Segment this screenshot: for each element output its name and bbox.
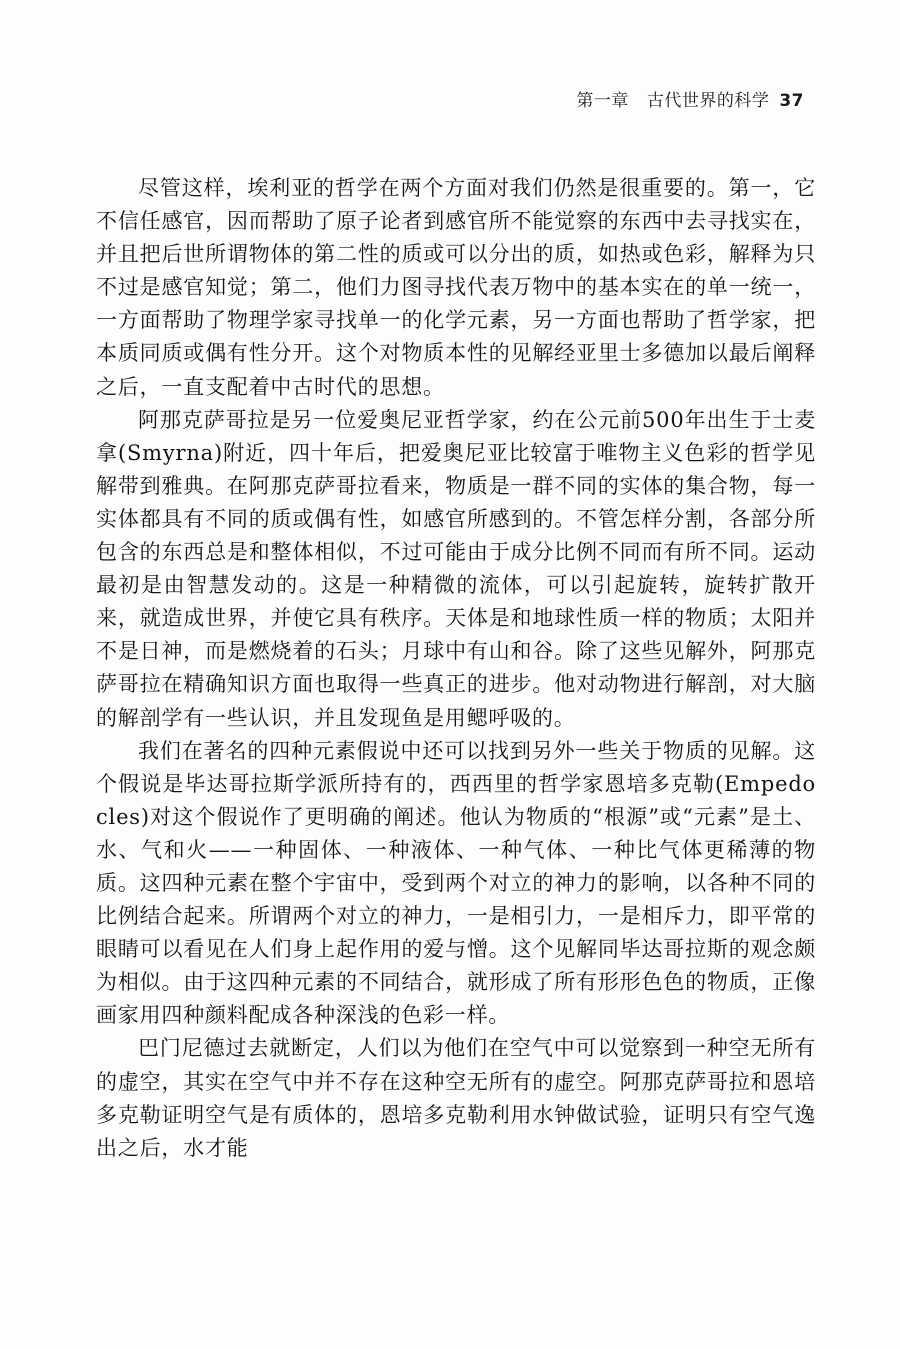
paragraph-four-elements: 我们在著名的四种元素假说中还可以找到另外一些关于物质的见解。这个假说是毕达哥拉斯学派所持有的，西西里的哲学家恩培多克勒(Empedocles)对这个假说作了更明确的阐述。他认为物质的“根源”或“元素”是土、水、气和火——一种固体、一种液体、一种气体、一种比气体更稀薄的物质。这四种元素在整个宇宙中，受到两个对立的神力的影响，以各种不同的比例结合起来。所谓两个对立的神力，一是相引力，一是相斥力，即平常的眼睛可以看见在人们身上起作用的爱与憎。这个见解同毕达哥拉斯的观念颇为相似。由于这四种元素的不同结合，就形成了所有形形色色的物质，正像画家用四种颜料配成各种深浅的色彩一样。	[96, 738, 816, 1028]
paragraph-parmenides: 巴门尼德过去就断定，人们以为他们在空气中可以觉察到一种空无所有的虚空，其实在空气中并不存在这种空无所有的虚空。阿那克萨哥拉和恩培多克勒证明空气是有质体的，恩培多克勒利用水钟做试验，证明只有空气逸出之后，水才能	[96, 1036, 816, 1160]
paragraph-anaxagoras: 阿那克萨哥拉是另一位爱奥尼亚哲学家，约在公元前500年出生于士麦拿(Smyrna)附近，四十年后，把爱奥尼亚比较富于唯物主义色彩的哲学见解带到雅典。在阿那克萨哥拉看来，物质是一群不同的实体的集合物，每一实体都具有不同的质或偶有性，如感官所感到的。不管怎样分割，各部分所包含的东西总是和整体相似，不过可能由于成分比例不同而有所不同。运动最初是由智慧发动的。这是一种精微的流体，可以引起旋转，旋转扩散开来，就造成世界，并使它具有秩序。天体是和地球性质一样的物质；太阳并不是日神，而是燃烧着的石头；月球中有山和谷。除了这些见解外，阿那克萨哥拉在精确知识方面也取得一些真正的进步。他对动物进行解剖，对大脑的解剖学有一些认识，并且发现鱼是用鳃呼吸的。	[96, 407, 816, 730]
running-head	[576, 86, 804, 111]
page-number: 37	[779, 91, 804, 111]
body-text	[96, 172, 816, 1165]
chapter-title: 古代世界的科学	[646, 91, 770, 111]
chapter-label: 第一章	[576, 91, 629, 111]
paragraph-eleatic-philosophy: 尽管这样，埃利亚的哲学在两个方面对我们仍然是很重要的。第一，它不信任感官，因而帮助了原子论者到感官所不能觉察的东西中去寻找实在，并且把后世所谓物体的第二性的质或可以分出的质，如热或色彩，解释为只不过是感官知觉；第二，他们力图寻找代表万物中的基本实在的单一统一，一方面帮助了物理学家寻找单一的化学元素，另一方面也帮助了哲学家，把本质同质或偶有性分开。这个对物质本性的见解经亚里士多德加以最后阐释之后，一直支配着中古时代的思想。	[96, 176, 816, 399]
